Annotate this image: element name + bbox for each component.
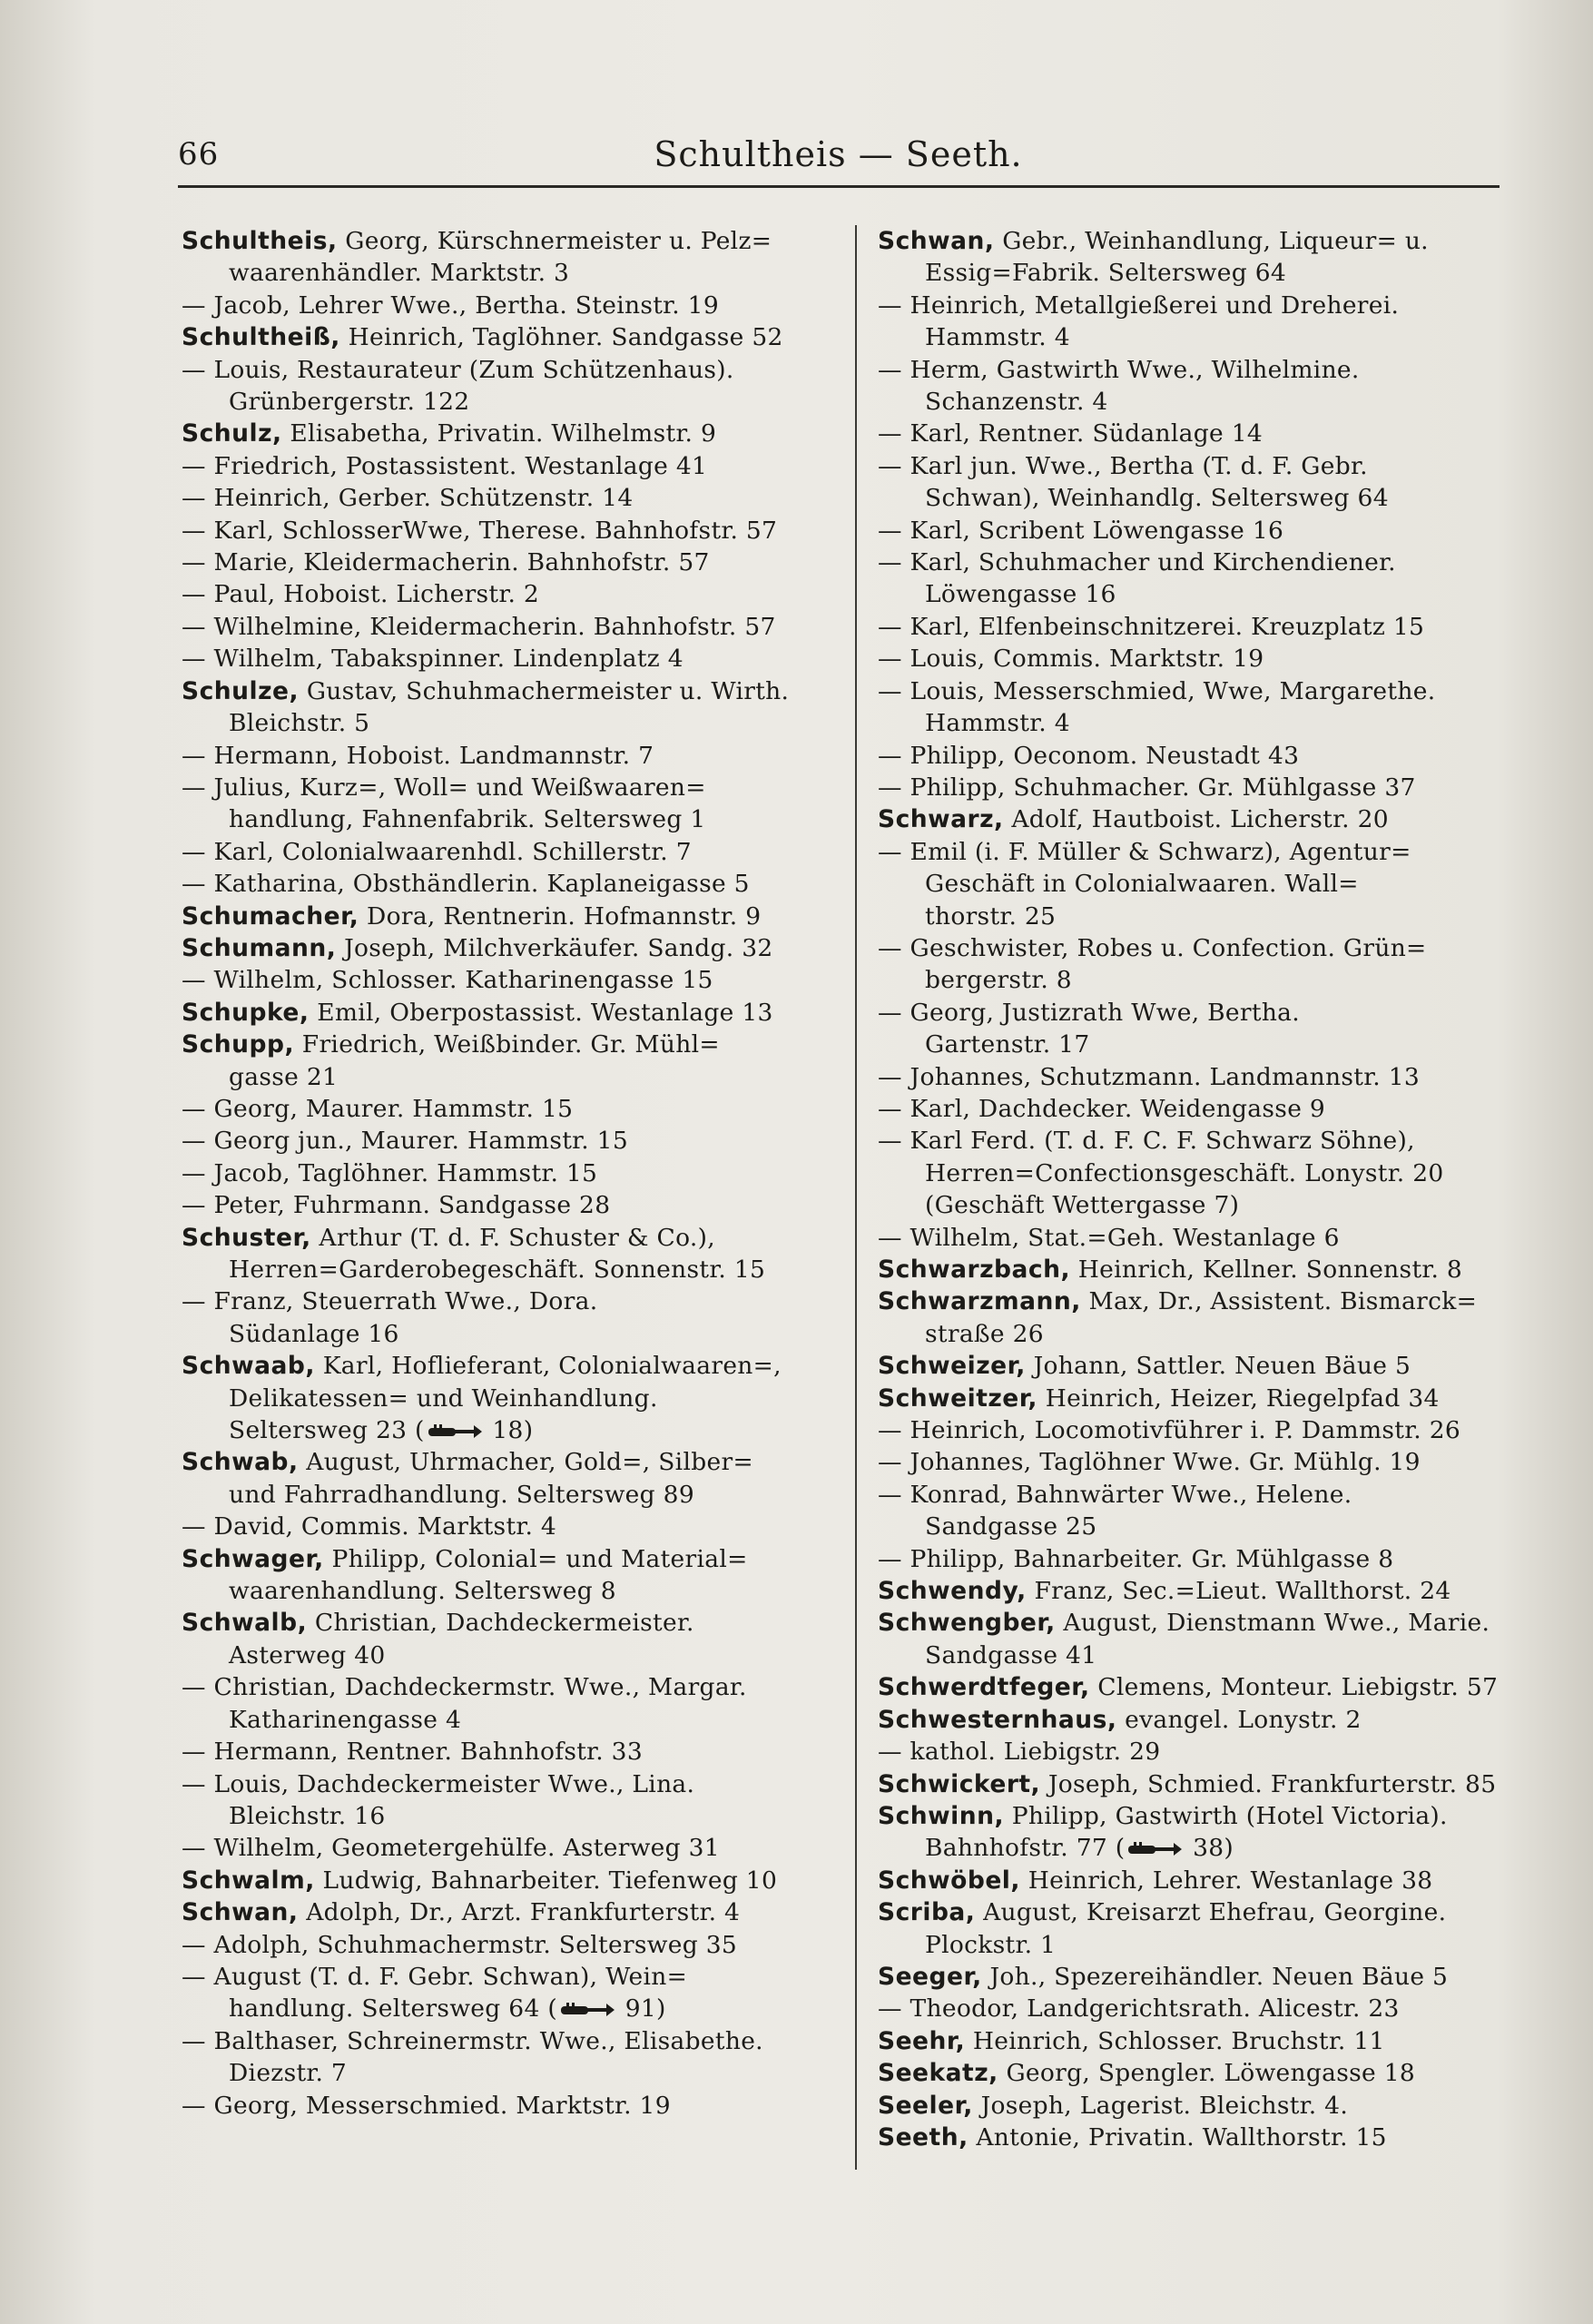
entry-surname: Schwarzbach,: [878, 1256, 1071, 1284]
directory-entry: [878, 1575, 1518, 1607]
entry-text: — Balthaser, Schreinermstr. Wwe., Elisabethe.: [182, 2026, 763, 2055]
directory-entry: [878, 932, 1518, 964]
directory-entry: [878, 418, 1518, 449]
directory-entry: [182, 418, 821, 449]
entry-surname: Seeth,: [878, 2122, 969, 2152]
entry-text: — Julius, Kurz=, Woll= und Weißwaaren=: [182, 773, 706, 802]
directory-entry: [878, 1446, 1518, 1478]
entry-text: — kathol. Liebigstr. 29: [878, 1738, 1161, 1767]
entry-continuation-line: Katharinengasse 4: [229, 1705, 462, 1734]
entry-continuation-line: Sandgasse 41: [925, 1640, 1097, 1669]
directory-entry: [182, 1768, 821, 1800]
entry-continuation-line: Herren=Garderobegeschäft. Sonnenstr. 15: [229, 1256, 766, 1284]
entry-continuation-line: Bleichstr. 16: [229, 1801, 386, 1830]
entry-text: — Franz, Steuerrath Wwe., Dora.: [182, 1287, 598, 1316]
entry-surname: Schweitzer,: [878, 1384, 1038, 1413]
directory-entry: [878, 643, 1518, 675]
entry-text: evangel. Lonystr. 2: [1125, 1705, 1362, 1734]
directory-entry: [182, 740, 821, 772]
directory-entry: [878, 740, 1518, 772]
entry-text: — Louis, Restaurateur (Zum Schützenhaus).: [182, 355, 734, 384]
entry-text: — Philipp, Schuhmacher. Gr. Mühlgasse 37: [878, 773, 1416, 802]
directory-entry: [878, 1125, 1518, 1157]
entry-text: — Georg, Messerschmied. Marktstr. 19: [182, 2091, 671, 2120]
entry-continuation-line: Seltersweg 23 ( 18): [229, 1416, 534, 1445]
entry-surname: Schweizer,: [878, 1352, 1026, 1381]
entry-continuation-line: Grünbergerstr. 122: [229, 388, 470, 417]
entry-surname: Scriba,: [878, 1898, 976, 1927]
directory-entry: [182, 1511, 821, 1542]
directory-entry: [878, 772, 1518, 803]
entry-text: Antonie, Privatin. Wallthorstr. 15: [976, 2122, 1387, 2152]
entry-text: — Karl, SchlosserWwe, Therese. Bahnhofstr. 57: [182, 516, 778, 545]
entry-text: Arthur (T. d. F. Schuster & Co.),: [319, 1223, 715, 1252]
entry-continuation-line: Diezstr. 7: [229, 2059, 348, 2088]
entry-text: — Heinrich, Locomotivführer i. P. Dammstr. 26: [878, 1416, 1461, 1445]
entry-surname: Schuster,: [182, 1223, 311, 1252]
entry-continuation-line: Herren=Confectionsgeschäft. Lonystr. 20: [925, 1158, 1444, 1187]
entry-text: Friedrich, Weißbinder. Gr. Mühl=: [301, 1030, 720, 1059]
entry-surname: Seeger,: [878, 1962, 982, 1991]
directory-entry: [182, 1189, 821, 1221]
entry-continuation-line: Delikatessen= und Weinhandlung.: [229, 1384, 658, 1413]
entry-continuation-line: und Fahrradhandlung. Seltersweg 89: [229, 1480, 694, 1509]
entry-text: Heinrich, Lehrer. Westanlage 38: [1028, 1866, 1433, 1895]
entry-surname: Schwalb,: [182, 1609, 308, 1638]
directory-entry: [182, 675, 821, 707]
directory-entry: [878, 2090, 1518, 2122]
entry-continuation-line: (Geschäft Wettergasse 7): [925, 1191, 1240, 1220]
entry-text: Max, Dr., Assistent. Bismarck=: [1088, 1287, 1478, 1316]
entry-text: — Wilhelm, Stat.=Geh. Westanlage 6: [878, 1223, 1340, 1252]
telephone-hand-icon: [559, 2001, 615, 2019]
entry-text: — Friedrich, Postassistent. Westanlage 41: [182, 451, 708, 480]
directory-entry: [878, 836, 1518, 868]
directory-entry: [182, 1736, 821, 1768]
left-column: [182, 225, 821, 2177]
entry-text: — Louis, Messerschmied, Wwe, Margarethe.: [878, 676, 1436, 705]
entry-continuation-line: Hammstr. 4: [925, 709, 1070, 738]
directory-entry: [182, 1671, 821, 1703]
directory-entry: [182, 901, 821, 932]
entry-continuation-line: thorstr. 25: [925, 901, 1057, 931]
entry-text: — Philipp, Oeconom. Neustadt 43: [878, 741, 1300, 770]
entry-continuation-line: Bleichstr. 5: [229, 709, 370, 738]
entry-continuation-line: Schanzenstr. 4: [925, 388, 1108, 417]
entry-continuation-line: Hammstr. 4: [925, 323, 1070, 352]
directory-entry: [878, 1543, 1518, 1575]
directory-entry: [182, 997, 821, 1029]
entry-text: — Konrad, Bahnwärter Wwe., Helene.: [878, 1480, 1352, 1509]
entry-text: August, Dienstmann Wwe., Marie.: [1063, 1609, 1490, 1638]
entry-text: Dora, Rentnerin. Hofmannstr. 9: [367, 901, 762, 931]
entry-surname: Schwager,: [182, 1544, 324, 1573]
entry-continuation-line: handlung. Seltersweg 64 ( 91): [229, 1994, 666, 2024]
entry-surname: Schwickert,: [878, 1769, 1041, 1798]
entry-text: — Emil (i. F. Müller & Schwarz), Agentur=: [878, 837, 1411, 866]
entry-text: Clemens, Monteur. Liebigstr. 57: [1097, 1673, 1499, 1702]
directory-entry: [182, 1446, 821, 1478]
entry-text: Heinrich, Heizer, Riegelpfad 34: [1045, 1384, 1440, 1413]
directory-entry: [182, 354, 821, 386]
entry-text: Heinrich, Schlosser. Bruchstr. 11: [972, 2026, 1385, 2055]
directory-entry: [182, 578, 821, 610]
directory-entry: [878, 997, 1518, 1029]
directory-entry: [878, 1736, 1518, 1768]
directory-entry: [182, 515, 821, 547]
entry-text: — Philipp, Bahnarbeiter. Gr. Mühlgasse 8: [878, 1544, 1394, 1573]
directory-entry: [182, 964, 821, 996]
entry-text: — Peter, Fuhrmann. Sandgasse 28: [182, 1191, 611, 1220]
entry-text: — Heinrich, Gerber. Schützenstr. 14: [182, 484, 634, 513]
entry-continuation-line: Asterweg 40: [229, 1640, 386, 1669]
entry-text: — Katharina, Obsthändlerin. Kaplaneigasse 5: [182, 870, 750, 899]
entry-text: Franz, Sec.=Lieut. Wallthorst. 24: [1034, 1577, 1451, 1606]
entry-text: Joh., Spezereihändler. Neuen Bäue 5: [989, 1962, 1449, 1991]
directory-entry: [182, 1222, 821, 1254]
entry-continuation-line: Schwan), Weinhandlg. Seltersweg 64: [925, 484, 1389, 513]
entry-text: Gebr., Weinhandlung, Liqueur= u.: [1002, 227, 1429, 255]
entry-text: — Adolph, Schuhmachermstr. Seltersweg 35: [182, 1930, 738, 1959]
entry-surname: Schwarz,: [878, 805, 1004, 834]
directory-entry: [878, 1865, 1518, 1896]
entry-continuation-line: Südanlage 16: [229, 1319, 399, 1348]
telephone-hand-icon: [427, 1423, 483, 1441]
entry-text: Christian, Dachdeckermeister.: [314, 1609, 694, 1638]
directory-entry: [182, 1929, 821, 1961]
entry-text: — Karl, Scribent Löwengasse 16: [878, 516, 1284, 545]
page-header: [178, 129, 1499, 187]
entry-continuation-line: Geschäft in Colonialwaaren. Wall=: [925, 870, 1359, 899]
entry-text: — Johannes, Schutzmann. Landmannstr. 13: [878, 1062, 1421, 1091]
directory-entry: [182, 643, 821, 675]
directory-entry: [182, 1607, 821, 1639]
directory-entry: [182, 1543, 821, 1575]
directory-entry: [182, 1093, 821, 1125]
entry-text: — Georg, Justizrath Wwe, Bertha.: [878, 998, 1301, 1027]
entry-text: Philipp, Colonial= und Material=: [331, 1544, 748, 1573]
entry-continuation-line: waarenhandlung. Seltersweg 8: [229, 1577, 616, 1606]
entry-text: Georg, Spengler. Löwengasse 18: [1006, 2059, 1416, 2088]
running-title: Schultheis — Seeth.: [654, 134, 1023, 174]
entry-text: — Georg, Maurer. Hammstr. 15: [182, 1094, 574, 1123]
entry-surname: Schwan,: [878, 227, 995, 255]
entry-surname: Schwesternhaus,: [878, 1705, 1117, 1734]
telephone-hand-icon: [1126, 1840, 1183, 1858]
entry-surname: Schwengber,: [878, 1609, 1056, 1638]
entry-text: — Paul, Hoboist. Licherstr. 2: [182, 580, 540, 609]
directory-entry: [878, 290, 1518, 321]
entry-text: Heinrich, Kellner. Sonnenstr. 8: [1077, 1256, 1463, 1284]
directory-entry: [878, 1350, 1518, 1382]
directory-entry: [878, 2025, 1518, 2057]
directory-entry: [182, 1285, 821, 1317]
header-rule: [178, 185, 1500, 188]
entry-text: Gustav, Schuhmachermeister u. Wirth.: [306, 676, 790, 705]
entry-text: August, Kreisarzt Ehefrau, Georgine.: [983, 1898, 1447, 1927]
entry-text: Joseph, Lagerist. Bleichstr. 4.: [980, 2091, 1349, 2120]
directory-entry: [182, 2090, 821, 2122]
directory-entry: [878, 2057, 1518, 2089]
entry-surname: Schulze,: [182, 676, 300, 705]
entry-surname: Schwöbel,: [878, 1866, 1020, 1895]
directory-entry: [182, 611, 821, 643]
entry-surname: Seeler,: [878, 2091, 973, 2120]
entry-continuation-line: Plockstr. 1: [925, 1930, 1057, 1959]
entry-surname: Schulz,: [182, 419, 282, 448]
entry-continuation-line: handlung, Fahnenfabrik. Seltersweg 1: [229, 805, 706, 834]
directory-entry: [878, 547, 1518, 578]
entry-continuation-line: Sandgasse 25: [925, 1512, 1097, 1541]
directory-entry: [878, 1768, 1518, 1800]
entry-surname: Schumacher,: [182, 901, 359, 931]
directory-entry: [878, 1061, 1518, 1093]
directory-entry: [878, 1285, 1518, 1317]
entry-text: — Heinrich, Metallgießerei und Dreherei.: [878, 290, 1400, 320]
entry-text: — Karl, Colonialwaarenhdl. Schillerstr. 7: [182, 837, 692, 866]
entry-text: — Geschwister, Robes u. Confection. Grün=: [878, 933, 1427, 962]
entry-text: Karl, Hoflieferant, Colonialwaaren=,: [322, 1352, 782, 1381]
entry-text: — Jacob, Taglöhner. Hammstr. 15: [182, 1158, 598, 1187]
entry-surname: Schwarzmann,: [878, 1287, 1081, 1316]
entry-text: — Hermann, Rentner. Bahnhofstr. 33: [182, 1738, 644, 1767]
entry-text: Adolph, Dr., Arzt. Frankfurterstr. 4: [306, 1898, 741, 1927]
directory-entry: [878, 225, 1518, 257]
entry-surname: Schwab,: [182, 1448, 299, 1477]
directory-entry: [182, 1029, 821, 1060]
directory-entry: [878, 2122, 1518, 2153]
directory-entry: [182, 1157, 821, 1189]
entry-surname: Schumann,: [182, 933, 337, 962]
entry-text: — Christian, Dachdeckermstr. Wwe., Margar.: [182, 1673, 747, 1702]
entry-text: — Georg jun., Maurer. Hammstr. 15: [182, 1127, 628, 1156]
directory-entry: [878, 1414, 1518, 1446]
entry-continuation-line: Essig=Fabrik. Seltersweg 64: [925, 259, 1287, 288]
entry-surname: Schwinn,: [878, 1801, 1005, 1830]
entry-surname: Schwaab,: [182, 1352, 315, 1381]
entry-surname: Schupp,: [182, 1030, 295, 1059]
directory-entry: [878, 1383, 1518, 1414]
directory-entry: [182, 321, 821, 353]
directory-entry: [878, 1961, 1518, 1993]
entry-text: — Karl, Schuhmacher und Kirchendiener.: [878, 548, 1396, 577]
entry-text: — Wilhelm, Tabakspinner. Lindenplatz 4: [182, 645, 683, 674]
entry-text: Johann, Sattler. Neuen Bäue 5: [1033, 1352, 1411, 1381]
entry-continuation-line: Gartenstr. 17: [925, 1030, 1090, 1059]
directory-entry: [182, 547, 821, 578]
directory-entry: [182, 450, 821, 482]
entry-text: — Johannes, Taglöhner Wwe. Gr. Mühlg. 19: [878, 1448, 1421, 1477]
entry-text: — Hermann, Hoboist. Landmannstr. 7: [182, 741, 654, 770]
entry-text: Georg, Kürschnermeister u. Pelz=: [345, 227, 772, 255]
directory-entry: [878, 1607, 1518, 1639]
entry-surname: Schwan,: [182, 1898, 299, 1927]
entry-surname: Schultheiß,: [182, 323, 340, 352]
entry-text: — Herm, Gastwirth Wwe., Wilhelmine.: [878, 355, 1360, 384]
directory-entry: [878, 611, 1518, 643]
directory-entry: [878, 1222, 1518, 1254]
entry-surname: Schwendy,: [878, 1577, 1027, 1606]
directory-entry: [182, 772, 821, 803]
directory-entry: [182, 225, 821, 257]
directory-entry: [878, 1671, 1518, 1703]
entry-text: Ludwig, Bahnarbeiter. Tiefenweg 10: [322, 1866, 778, 1895]
entry-text: August, Uhrmacher, Gold=, Silber=: [306, 1448, 753, 1477]
entry-continuation-line: Löwengasse 16: [925, 580, 1116, 609]
directory-entry: [182, 482, 821, 514]
entry-continuation-line: bergerstr. 8: [925, 966, 1072, 995]
right-column: [878, 225, 1518, 2177]
directory-entry: [182, 932, 821, 964]
directory-entry: [878, 1800, 1518, 1832]
entry-surname: Schupke,: [182, 998, 310, 1027]
entry-text: Heinrich, Taglöhner. Sandgasse 52: [348, 323, 783, 352]
entry-text: Philipp, Gastwirth (Hotel Victoria).: [1011, 1801, 1448, 1830]
directory-entry: [878, 515, 1518, 547]
entry-continuation-line: gasse 21: [229, 1062, 339, 1091]
entry-text: — August (T. d. F. Gebr. Schwan), Wein=: [182, 1962, 688, 1991]
directory-entry: [182, 290, 821, 321]
entry-surname: Seekatz,: [878, 2059, 998, 2088]
directory-entry: [182, 868, 821, 900]
entry-text: Emil, Oberpostassist. Westanlage 13: [317, 998, 773, 1027]
directory-entry: [182, 2025, 821, 2057]
directory-entry: [878, 354, 1518, 386]
entry-text: Elisabetha, Privatin. Wilhelmstr. 9: [290, 419, 717, 448]
entry-text: Adolf, Hautboist. Licherstr. 20: [1011, 805, 1389, 834]
entry-text: — Karl, Dachdecker. Weidengasse 9: [878, 1094, 1326, 1123]
entry-text: — Marie, Kleidermacherin. Bahnhofstr. 57: [182, 548, 710, 577]
directory-entry: [182, 1896, 821, 1928]
entry-text: — David, Commis. Marktstr. 4: [182, 1512, 557, 1541]
entry-text: — Karl, Rentner. Südanlage 14: [878, 419, 1264, 448]
entry-text: — Theodor, Landgerichtsrath. Alicestr. 23: [878, 1994, 1400, 2024]
directory-entry: [182, 1125, 821, 1157]
entry-continuation-line: waarenhändler. Marktstr. 3: [229, 259, 570, 288]
entry-text: — Louis, Commis. Marktstr. 19: [878, 645, 1264, 674]
directory-entry: [878, 1704, 1518, 1736]
directory-entry: [878, 1254, 1518, 1285]
page-number: 66: [178, 136, 220, 172]
entry-continuation-line: Bahnhofstr. 77 ( 38): [925, 1834, 1234, 1863]
entry-text: — Wilhelm, Geometergehülfe. Asterweg 31: [182, 1834, 720, 1863]
directory-entry: [878, 1993, 1518, 2024]
entry-text: — Karl jun. Wwe., Bertha (T. d. F. Gebr.: [878, 451, 1368, 480]
column-divider: [855, 225, 857, 2170]
entry-text: — Wilhelm, Schlosser. Katharinengasse 15: [182, 966, 713, 995]
entry-text: Joseph, Schmied. Frankfurterstr. 85: [1047, 1769, 1497, 1798]
entry-surname: Schwerdtfeger,: [878, 1673, 1090, 1702]
directory-entry: [878, 1896, 1518, 1928]
entry-text: Joseph, Milchverkäufer. Sandg. 32: [344, 933, 773, 962]
entry-text: — Wilhelmine, Kleidermacherin. Bahnhofstr. 57: [182, 612, 776, 641]
directory-entry: [182, 1350, 821, 1382]
entry-surname: Schwalm,: [182, 1866, 315, 1895]
directory-entry: [182, 836, 821, 868]
entry-text: — Karl Ferd. (T. d. F. C. F. Schwarz Söhne),: [878, 1127, 1415, 1156]
entry-surname: Schultheis,: [182, 227, 338, 255]
entry-text: — Louis, Dachdeckermeister Wwe., Lina.: [182, 1769, 695, 1798]
entry-text: — Jacob, Lehrer Wwe., Bertha. Steinstr. 19: [182, 290, 720, 320]
directory-entry: [182, 1832, 821, 1864]
directory-entry: [878, 1093, 1518, 1125]
entry-surname: Seehr,: [878, 2026, 966, 2055]
entry-continuation-line: straße 26: [925, 1319, 1044, 1348]
directory-entry: [878, 675, 1518, 707]
directory-entry: [878, 1479, 1518, 1511]
directory-entry: [878, 450, 1518, 482]
directory-entry: [182, 1961, 821, 1993]
directory-entry: [182, 1865, 821, 1896]
entry-text: — Karl, Elfenbeinschnitzerei. Kreuzplatz 15: [878, 612, 1425, 641]
directory-entry: [878, 803, 1518, 835]
